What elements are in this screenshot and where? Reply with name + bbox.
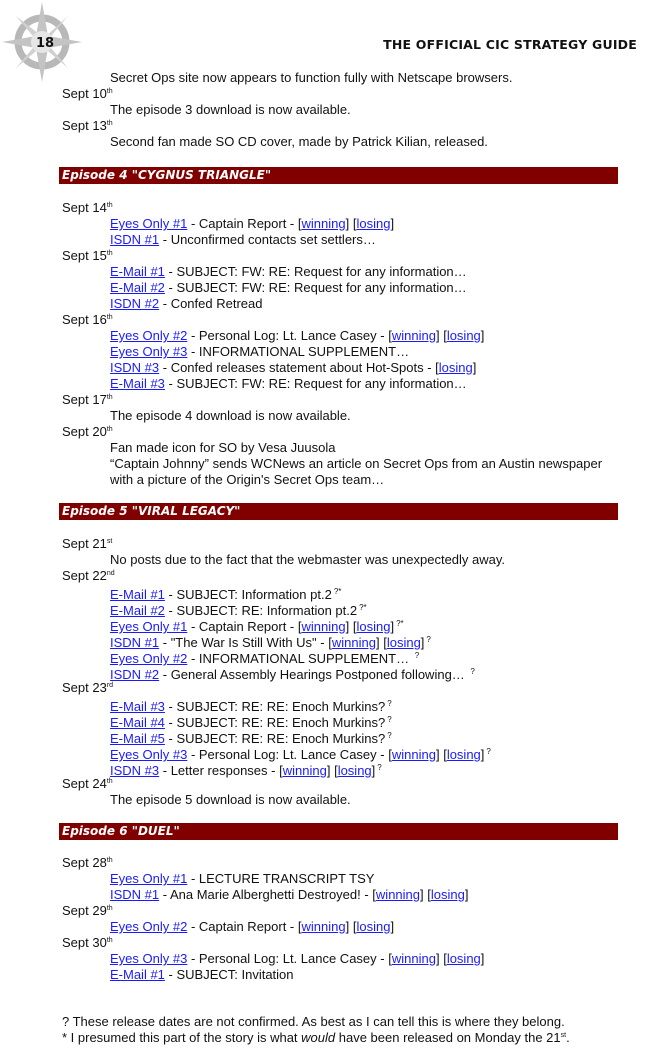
winning-link[interactable]: winning: [301, 919, 346, 934]
item-description: - SUBJECT: FW: RE: Request for any information…: [164, 264, 467, 279]
unconfirmed-note-marker: ?: [387, 715, 392, 724]
document-link[interactable]: ISDN #1: [110, 635, 160, 650]
unconfirmed-note-marker: ?: [377, 763, 382, 772]
item-description: - SUBJECT: RE: RE: Enoch Murkins?: [164, 699, 386, 714]
losing-link[interactable]: losing: [356, 619, 391, 634]
item-description: - Confed releases statement about Hot-Spots -: [159, 360, 436, 375]
losing-link[interactable]: losing: [356, 216, 391, 231]
list-item: [62, 871, 632, 887]
winning-link[interactable]: winning: [375, 887, 421, 902]
date-label: Sept 29: [62, 903, 107, 918]
date-label: Sept 14: [62, 200, 107, 215]
running-title: THE OFFICIAL CIC STRATEGY GUIDE: [383, 37, 637, 52]
date-label: Sept 23: [62, 680, 107, 695]
item-description: - SUBJECT: RE: Information pt.2: [164, 603, 358, 618]
document-link[interactable]: Eyes Only #1: [110, 216, 188, 231]
ordinal-suffix: th: [106, 857, 113, 864]
ordinal-suffix: th: [106, 88, 113, 95]
ordinal-suffix: th: [106, 314, 113, 321]
document-link[interactable]: ISDN #2: [110, 667, 160, 682]
section-banner: Episode 5 "VIRAL LEGACY": [59, 503, 618, 520]
footnote-presumed: [62, 1030, 632, 1046]
section-banner: Episode 6 "DUEL": [59, 823, 618, 840]
list-item: ISDN #3 - Letter responses - [winning] [losing] ?: [110, 763, 382, 778]
item-description: - Ana Marie Alberghetti Destroyed! -: [159, 887, 373, 902]
unconfirmed-note-marker: ?*: [396, 619, 404, 628]
list-item: Eyes Only #2 - Captain Report - [winning] [losing]: [110, 919, 395, 934]
entry-text: The episode 5 download is now available.: [110, 792, 351, 807]
document-link[interactable]: Eyes Only #1: [110, 619, 188, 634]
date-heading: [62, 855, 632, 871]
unconfirmed-note-marker: ?: [486, 747, 491, 756]
date-heading: [62, 312, 632, 328]
item-description: - SUBJECT: RE: RE: Enoch Murkins?: [164, 715, 386, 730]
ordinal-suffix: th: [106, 905, 113, 912]
item-description: - LECTURE TRANSCRIPT TSY: [187, 871, 375, 886]
item-description: - INFORMATIONAL SUPPLEMENT…: [187, 344, 410, 359]
winning-link[interactable]: winning: [301, 619, 346, 634]
item-description: - Captain Report -: [187, 216, 298, 231]
document-link[interactable]: E-Mail #3: [110, 699, 165, 714]
item-description: - SUBJECT: FW: RE: Request for any information…: [164, 280, 467, 295]
list-item: ISDN #1 - Ana Marie Alberghetti Destroyed! - [winning] [losing]: [110, 887, 469, 902]
winning-link[interactable]: winning: [391, 328, 436, 343]
item-description: - General Assembly Hearings Postponed following…: [159, 667, 469, 682]
footnote-text: have been released on Monday the 21: [335, 1030, 561, 1045]
document-link[interactable]: Eyes Only #3: [110, 747, 188, 762]
document-link[interactable]: ISDN #2: [110, 296, 160, 311]
list-item: Eyes Only #3 - Personal Log: Lt. Lance Casey - [winning] [losing]: [110, 951, 485, 966]
item-description: - SUBJECT: Information pt.2: [164, 587, 332, 602]
document-link[interactable]: ISDN #3: [110, 763, 160, 778]
ordinal-suffix: st: [106, 538, 113, 545]
ordinal-suffix: th: [106, 937, 113, 944]
list-item: Eyes Only #3 - Personal Log: Lt. Lance Casey - [winning] [losing] ?: [110, 747, 491, 762]
list-item: [62, 376, 632, 392]
list-item: Eyes Only #2 - Personal Log: Lt. Lance Casey - [winning] [losing]: [110, 328, 485, 343]
ordinal-suffix: nd: [106, 570, 115, 577]
item-description: - Personal Log: Lt. Lance Casey -: [187, 951, 389, 966]
unconfirmed-note-marker: ?: [470, 667, 475, 676]
date-label: Sept 21: [62, 536, 107, 551]
date-label: Sept 30: [62, 935, 107, 950]
item-description: - SUBJECT: RE: RE: Enoch Murkins?: [164, 731, 386, 746]
document-link[interactable]: Eyes Only #3: [110, 951, 188, 966]
date-heading: [62, 536, 632, 552]
date-heading: [62, 935, 632, 951]
document-link[interactable]: E-Mail #1: [110, 587, 165, 602]
document-link[interactable]: E-Mail #2: [110, 280, 165, 295]
section-entries: [62, 536, 632, 808]
document-link[interactable]: Eyes Only #1: [110, 871, 188, 886]
date-heading: [62, 118, 632, 134]
item-description: - Personal Log: Lt. Lance Casey -: [187, 328, 389, 343]
list-item: ISDN #1 - "The War Is Still With Us" - [winning] [losing] ?: [110, 635, 431, 650]
ordinal-suffix: th: [106, 120, 113, 127]
entry-text: Second fan made SO CD cover, made by Patrick Kilian, released.: [110, 134, 488, 149]
ordinal-suffix: th: [106, 202, 113, 209]
losing-link[interactable]: losing: [386, 635, 421, 650]
list-item: [62, 584, 632, 600]
date-heading: [62, 248, 632, 264]
entry-text: Secret Ops site now appears to function fully with Netscape browsers.: [110, 70, 513, 85]
list-item: Eyes Only #1 - Captain Report - [winning] [losing]: [110, 216, 395, 231]
unconfirmed-note-marker: ?*: [359, 603, 367, 612]
date-heading: [62, 680, 632, 696]
section-entries: [62, 200, 632, 488]
entry-text: “Captain Johnny” sends WCNews an article on Secret Ops from an Austin newspaper: [110, 456, 603, 471]
section-banner: Episode 4 "CYGNUS TRIANGLE": [59, 167, 618, 184]
list-item: [62, 296, 632, 312]
list-item: [62, 664, 632, 680]
unconfirmed-note-marker: ?: [426, 635, 431, 644]
footnotes: [62, 1014, 632, 1046]
document-link[interactable]: ISDN #1: [110, 232, 160, 247]
ordinal-suffix: th: [106, 250, 113, 257]
entry-text: Fan made icon for SO by Vesa Juusola: [110, 440, 336, 455]
item-description: - Confed Retread: [159, 296, 263, 311]
list-item: [62, 648, 632, 664]
unconfirmed-note-marker: ?: [414, 651, 420, 660]
unconfirmed-note-marker: ?: [387, 699, 392, 708]
list-item: [62, 696, 632, 712]
winning-link[interactable]: winning: [301, 216, 346, 231]
winning-link[interactable]: winning: [391, 951, 436, 966]
list-item: [62, 232, 632, 248]
date-heading: [62, 392, 632, 408]
document-link[interactable]: E-Mail #2: [110, 603, 165, 618]
ordinal-suffix: th: [106, 394, 113, 401]
document-link[interactable]: ISDN #3: [110, 360, 160, 375]
date-label: Sept 20: [62, 424, 107, 439]
ordinal-suffix: th: [106, 778, 113, 785]
document-link[interactable]: Eyes Only #2: [110, 919, 188, 934]
entry-text: The episode 3 download is now available.: [110, 102, 351, 117]
winning-link[interactable]: winning: [331, 635, 376, 650]
item-description: - "The War Is Still With Us" -: [159, 635, 329, 650]
losing-link[interactable]: losing: [337, 763, 372, 778]
date-heading: [62, 200, 632, 216]
footnote-unconfirmed: ? These release dates are not confirmed. As best as I can tell this is where they belong.: [62, 1014, 565, 1029]
losing-link[interactable]: losing: [438, 360, 473, 375]
section-entries: [62, 855, 632, 983]
item-description: - Unconfirmed contacts set settlers…: [159, 232, 376, 247]
losing-link[interactable]: losing: [430, 887, 465, 902]
unconfirmed-note-marker: ?*: [333, 587, 342, 596]
list-item: [62, 712, 632, 728]
date-heading: [62, 903, 632, 919]
page-number: 18: [36, 36, 55, 51]
ordinal-suffix: th: [106, 426, 113, 433]
item-description: - Captain Report -: [187, 619, 298, 634]
date-heading: [62, 776, 632, 792]
footnote-text: .: [566, 1030, 570, 1045]
winning-link[interactable]: winning: [282, 763, 327, 778]
winning-link[interactable]: winning: [391, 747, 436, 762]
item-description: - Captain Report -: [187, 919, 298, 934]
ordinal-suffix: st: [560, 1032, 567, 1039]
entry-text: with a picture of the Origin's Secret Ops team…: [110, 472, 385, 487]
document-link[interactable]: E-Mail #3: [110, 376, 165, 391]
item-description: - Letter responses -: [159, 763, 280, 778]
list-item: [62, 728, 632, 744]
date-heading: [62, 424, 632, 440]
list-item: [62, 344, 632, 360]
entry-text: No posts due to the fact that the webmaster was unexpectedly away.: [110, 552, 506, 567]
document-link[interactable]: E-Mail #1: [110, 264, 165, 279]
unconfirmed-note-marker: ?: [387, 731, 392, 740]
date-label: Sept 13: [62, 118, 107, 133]
ordinal-suffix: rd: [106, 682, 114, 689]
losing-link[interactable]: losing: [446, 328, 481, 343]
document-link[interactable]: Eyes Only #3: [110, 344, 188, 359]
losing-link[interactable]: losing: [446, 747, 481, 762]
date-label: Sept 10: [62, 86, 107, 101]
list-item: [62, 600, 632, 616]
entry-text: The episode 4 download is now available.: [110, 408, 351, 423]
list-item: [62, 967, 632, 983]
document-link[interactable]: E-Mail #5: [110, 731, 165, 746]
list-item: Eyes Only #1 - Captain Report - [winning] [losing] ?*: [110, 619, 404, 634]
list-item: [62, 280, 632, 296]
date-label: Sept 15: [62, 248, 107, 263]
item-description: - Personal Log: Lt. Lance Casey -: [187, 747, 389, 762]
footnote-text: * I presumed this part of the story is what: [62, 1030, 302, 1045]
list-item: ISDN #3 - Confed releases statement about Hot-Spots - [losing]: [110, 360, 477, 375]
item-description: - SUBJECT: FW: RE: Request for any information…: [164, 376, 467, 391]
list-item: [62, 264, 632, 280]
date-label: Sept 17: [62, 392, 107, 407]
losing-link[interactable]: losing: [356, 919, 391, 934]
footnote-emphasis: would: [301, 1030, 336, 1045]
date-heading: [62, 86, 632, 102]
item-description: - SUBJECT: Invitation: [164, 967, 294, 982]
date-heading: [62, 568, 632, 584]
date-label: Sept 28: [62, 855, 107, 870]
document-link[interactable]: Eyes Only #2: [110, 328, 188, 343]
document-link[interactable]: Eyes Only #2: [110, 651, 188, 666]
document-link[interactable]: E-Mail #1: [110, 967, 165, 982]
date-label: Sept 16: [62, 312, 107, 327]
document-link[interactable]: ISDN #1: [110, 887, 160, 902]
item-description: - INFORMATIONAL SUPPLEMENT…: [187, 651, 413, 666]
date-label: Sept 24: [62, 776, 107, 791]
losing-link[interactable]: losing: [446, 951, 481, 966]
date-label: Sept 22: [62, 568, 107, 583]
document-link[interactable]: E-Mail #4: [110, 715, 165, 730]
section-entries: [62, 70, 632, 150]
